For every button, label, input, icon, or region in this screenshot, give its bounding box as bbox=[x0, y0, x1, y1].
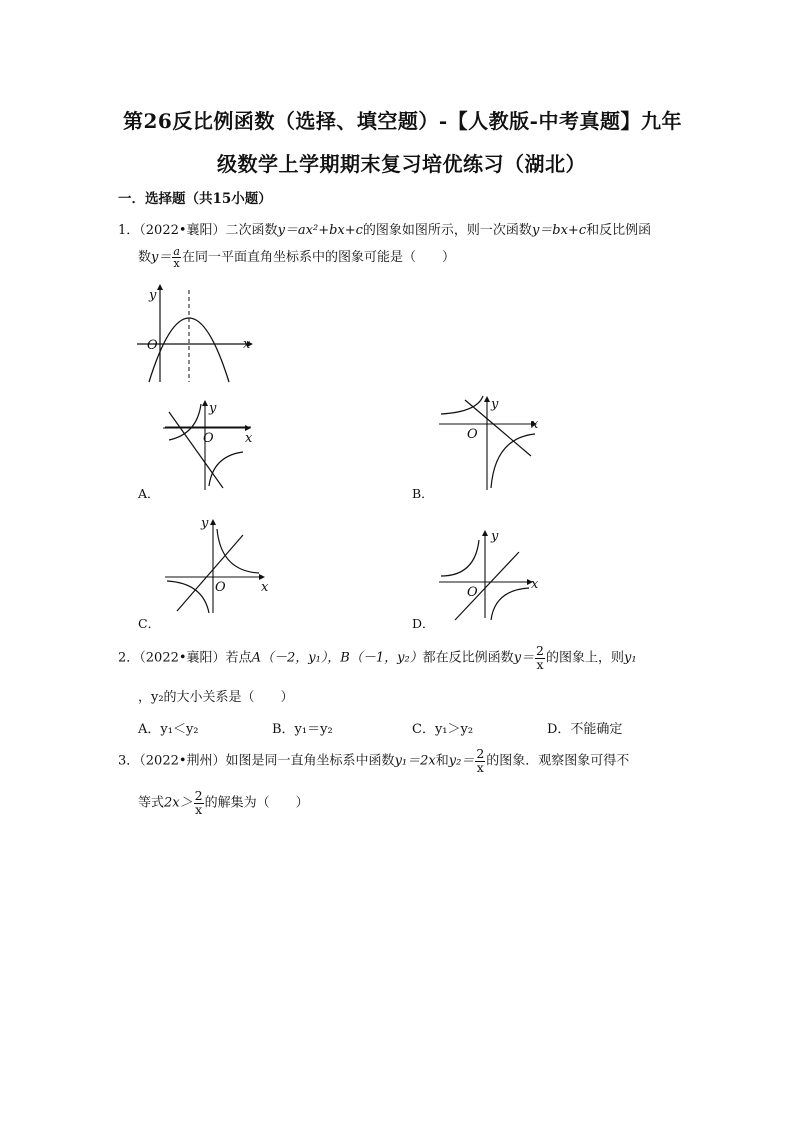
question-3-line2: 等式2x＞ $\frac{2}{x}$ 的解集为（ ） bbox=[138, 788, 309, 817]
svg-text:O: O bbox=[467, 427, 478, 442]
q2-option-b[interactable]: B．y₁＝y₂ bbox=[272, 722, 333, 737]
q1-parabola-figure bbox=[135, 282, 255, 387]
svg-text:O: O bbox=[203, 431, 214, 446]
question-1-line2: 数y＝ $\frac{a}{x}$ 在同一平面直角坐标系中的图象可能是（ ） bbox=[138, 245, 455, 270]
svg-text:O: O bbox=[467, 585, 478, 600]
q2-option-c[interactable]: C．y₁＞y₂ bbox=[412, 722, 474, 737]
svg-text:y: y bbox=[209, 401, 217, 416]
q1-option-d-label[interactable]: D． bbox=[412, 616, 435, 631]
question-2-line1: 2．（2022•襄阳）若点A（－2，y₁），B（－1，y₂）都在反比例函数y＝ $\frac{2}{x}$ 的图象上，则y₁ bbox=[118, 643, 637, 672]
q2-option-a[interactable]: A．y₁＜y₂ bbox=[138, 722, 199, 737]
y-axis-label: y bbox=[149, 288, 157, 303]
q1-option-c-label[interactable]: C． bbox=[138, 616, 161, 631]
q2-option-d[interactable]: D．不能确定 bbox=[547, 722, 623, 737]
question-1-line1: 1．（2022•襄阳）二次函数y＝ax²+bx+c的图象如图所示，则一次函数y＝bx+c和反比例函 bbox=[118, 223, 652, 238]
svg-text:x: x bbox=[531, 417, 539, 432]
q1-option-c-graph bbox=[163, 515, 273, 617]
q1-option-a-graph bbox=[163, 398, 263, 494]
q1-option-b-graph bbox=[437, 394, 547, 494]
q1-option-d-graph bbox=[437, 528, 542, 620]
svg-text:x: x bbox=[245, 431, 253, 446]
svg-text:O: O bbox=[215, 580, 226, 595]
svg-text:y: y bbox=[491, 397, 499, 412]
x-axis-label: x bbox=[243, 337, 251, 352]
origin-label: O bbox=[147, 338, 158, 353]
svg-text:y: y bbox=[201, 516, 209, 531]
page-title-line1: 第26反比例函数（选择、填空题）-【人教版-中考真题】九年 bbox=[123, 109, 682, 133]
question-3-line1: 3．（2022•荆州）如图是同一直角坐标系中函数y₁＝2x和y₂＝ $\frac{2}{x}$ 的图象．观察图象可得不 bbox=[118, 746, 630, 775]
svg-text:x: x bbox=[531, 577, 539, 592]
question-2-line2: ，y₂的大小关系是（ ） bbox=[138, 690, 294, 705]
section-heading: 一．选择题（共15小题） bbox=[118, 191, 272, 207]
q1-option-b-label[interactable]: B． bbox=[412, 486, 434, 501]
svg-text:x: x bbox=[261, 580, 269, 595]
q1-option-a-label[interactable]: A． bbox=[138, 486, 160, 501]
svg-text:y: y bbox=[491, 529, 499, 544]
page-title-line2: 级数学上学期期末复习培优练习（湖北） bbox=[217, 152, 586, 176]
